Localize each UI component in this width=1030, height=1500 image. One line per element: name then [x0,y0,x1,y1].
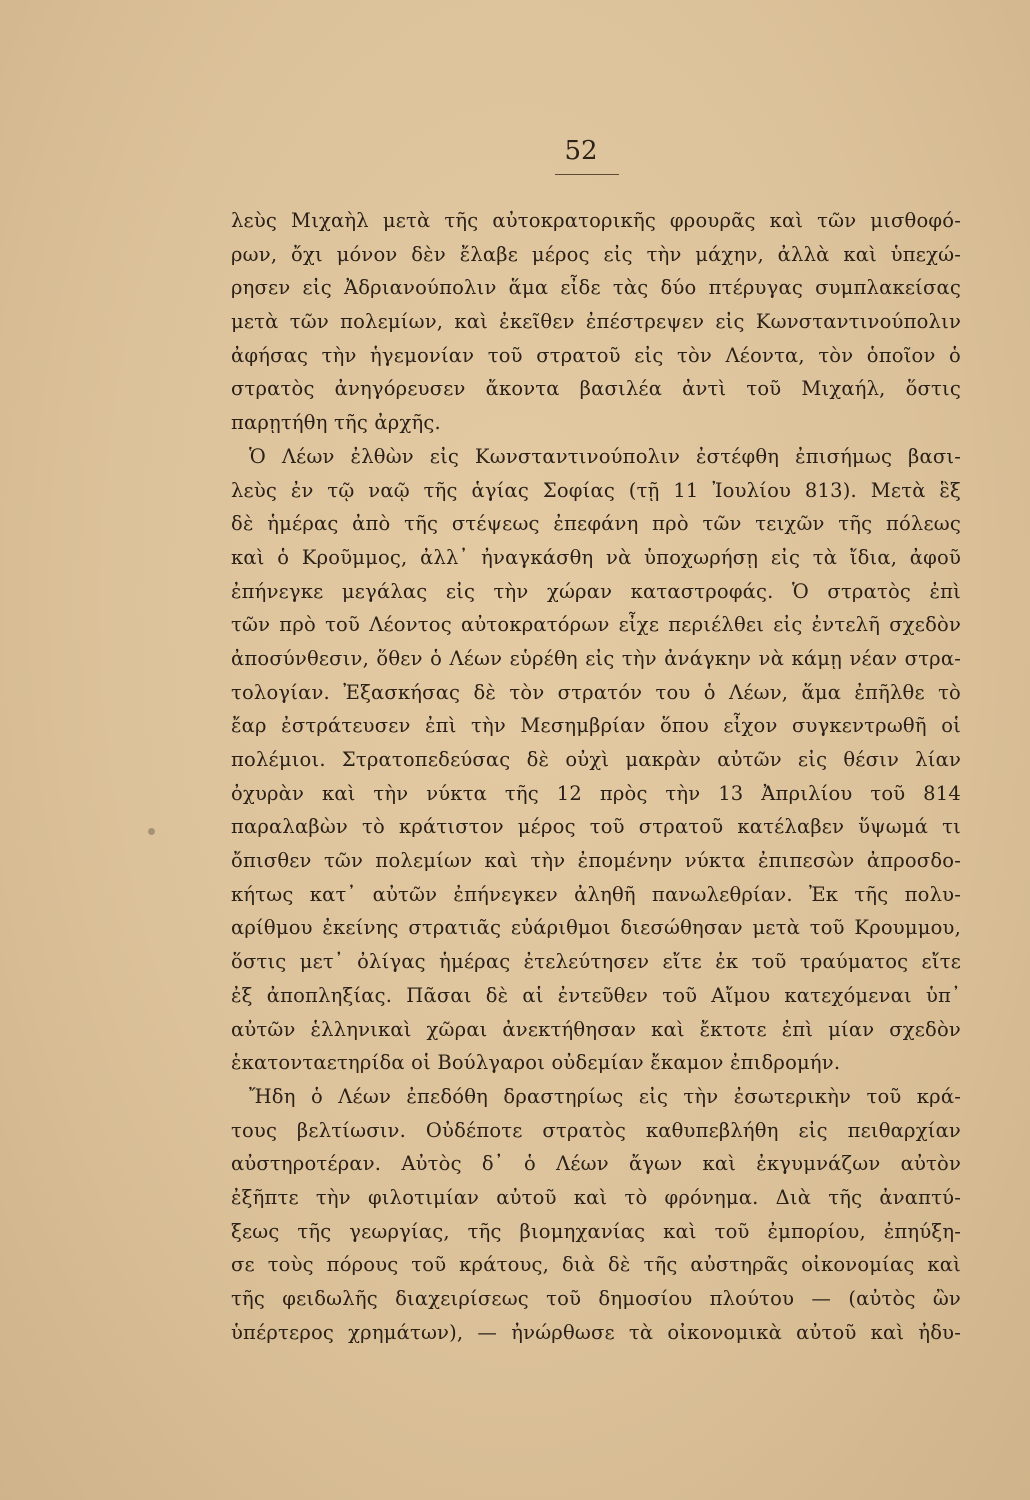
text-line: αρίθμου ἐκείνης στρατιᾶς εὐάριθμοι διεσώθησαν μετὰ τοῦ Κρουμμου, [231,916,961,940]
text-line: κήτως κατ᾽ αὐτῶν ἐπήνεγκεν ἀληθῆ πανωλεθρίαν. Ἐκ τῆς πολυ- [231,882,961,906]
text-line: λεὺς ἐν τῷ ναῷ τῆς ἁγίας Σοφίας (τῇ 11 Ἰουλίου 813). Μετὰ ἓξ [231,478,961,502]
page-number-rule [555,174,619,175]
text-line: ἐξ ἀποπληξίας. Πᾶσαι δὲ αἱ ἐντεῦθεν τοῦ Αἴμου κατεχόμεναι ὑπ᾽ [231,983,961,1007]
page-number: 52 [564,136,598,166]
text-line: παρῃτήθη τῆς ἀρχῆς. [231,411,441,435]
text-line: σε τοὺς πόρους τοῦ κράτους, διὰ δὲ τῆς αὐστηρᾶς οἰκονομίας καὶ [231,1253,961,1277]
text-line: λεὺς Μιχαὴλ μετὰ τῆς αὐτοκρατορικῆς φρουρᾶς καὶ τῶν μισθοφό- [231,209,961,232]
text-line: δὲ ἡμέρας ἀπὸ τῆς στέψεως ἐπεφάνη πρὸ τῶν τειχῶν τῆς πόλεως [231,512,961,536]
text-line: στρατὸς ἀνηγόρευσεν ἄκοντα βασιλέα ἀντὶ τοῦ Μιχαήλ, ὅστις [231,377,961,401]
text-line: ρων, ὄχι μόνον δὲν ἔλαβε μέρος εἰς τὴν μάχην, ἀλλὰ καὶ ὑπεχώ- [231,242,961,266]
text-line: ἐπήνεγκε μεγάλας εἰς τὴν χώραν καταστροφάς. Ὁ στρατὸς ἐπὶ [231,579,961,603]
paper-blemish [148,828,155,835]
text-line: τους βελτίωσιν. Οὐδέποτε στρατὸς καθυπεβλήθη εἰς πειθαρχίαν [231,1118,961,1142]
text-line: ὀχυρὰν καὶ τὴν νύκτα τῆς 12 πρὸς τὴν 13 Ἀπριλίου τοῦ 814 [231,781,961,805]
text-line: ὑπέρτερος χρημάτων), — ἠνώρθωσε τὰ οἰκονομικὰ αὐτοῦ καὶ ἠδυ- [231,1320,961,1344]
text-line: ἐξῆπτε τὴν φιλοτιμίαν αὐτοῦ καὶ τὸ φρόνημα. Διὰ τῆς ἀναπτύ- [231,1185,961,1209]
text-line: ἀποσύνθεσιν, ὅθεν ὁ Λέων εὑρέθη εἰς τὴν ἀνάγκην νὰ κάμῃ νέαν στρα- [231,646,961,670]
text-line: ἀφήσας τὴν ἡγεμονίαν τοῦ στρατοῦ εἰς τὸν Λέοντα, τὸν ὁποῖον ὁ [231,343,961,367]
text-line: αὐτῶν ἑλληνικαὶ χῶραι ἀνεκτήθησαν καὶ ἔκτοτε ἐπὶ μίαν σχεδὸν [231,1017,961,1041]
text-line: ξεως τῆς γεωργίας, τῆς βιομηχανίας καὶ τοῦ ἐμπορίου, ἐπηύξη- [231,1219,961,1243]
text-line: τῆς φειδωλῆς διαχειρίσεως τοῦ δημοσίου πλούτου — (αὐτὸς ὢν [231,1287,961,1310]
text-line: ἑκατονταετηρίδα οἱ Βούλγαροι οὐδεμίαν ἔκαμον ἐπιδρομήν. [231,1051,841,1075]
text-line: Ὁ Λέων ἐλθὼν εἰς Κωνσταντινούπολιν ἐστέφθη ἐπισήμως βασι- [249,444,961,468]
text-line: ὄπισθεν τῶν πολεμίων καὶ τὴν ἐπομένην νύκτα ἐπιπεσὼν ἀπροσδο- [231,849,961,873]
text-line: πολέμιοι. Στρατοπεδεύσας δὲ οὐχὶ μακρὰν αὐτῶν εἰς θέσιν λίαν [231,748,961,771]
text-line: μετὰ τῶν πολεμίων, καὶ ἐκεῖθεν ἐπέστρεψεν εἰς Κωνσταντινούπολιν [231,310,961,334]
text-line: ὅστις μετ᾽ ὀλίγας ἡμέρας ἐτελεύτησεν εἴτε ἐκ τοῦ τραύματος εἴτε [231,950,961,974]
body-text [231,204,961,1349]
text-line: καὶ ὁ Κροῦμμος, ἀλλ᾽ ἠναγκάσθη νὰ ὑποχωρήσῃ εἰς τὰ ἴδια, ἀφοῦ [231,545,961,569]
text-line: ρησεν εἰς Ἀδριανούπολιν ἅμα εἶδε τὰς δύο πτέρυγας συμπλακείσας [231,276,961,300]
text-line: τολογίαν. Ἐξασκήσας δὲ τὸν στρατόν του ὁ Λέων, ἅμα ἐπῆλθε τὸ [231,680,961,704]
text-line: ἔαρ ἐστράτευσεν ἐπὶ τὴν Μεσημβρίαν ὅπου εἶχον συγκεντρωθῆ οἱ [231,714,961,738]
text-line: αὐστηροτέραν. Αὐτὸς δ᾽ ὁ Λέων ἄγων καὶ ἐκγυμνάζων αὐτὸν [231,1152,961,1176]
text-line: Ἤδη ὁ Λέων ἐπεδόθη δραστηρίως εἰς τὴν ἐσωτερικὴν τοῦ κρά- [249,1084,961,1108]
text-line: παραλαβὼν τὸ κράτιστον μέρος τοῦ στρατοῦ κατέλαβεν ὕψωμά τι [231,815,961,839]
text-line: τῶν πρὸ τοῦ Λέοντος αὐτοκρατόρων εἶχε περιέλθει εἰς ἐντελῆ σχεδὸν [231,613,961,637]
